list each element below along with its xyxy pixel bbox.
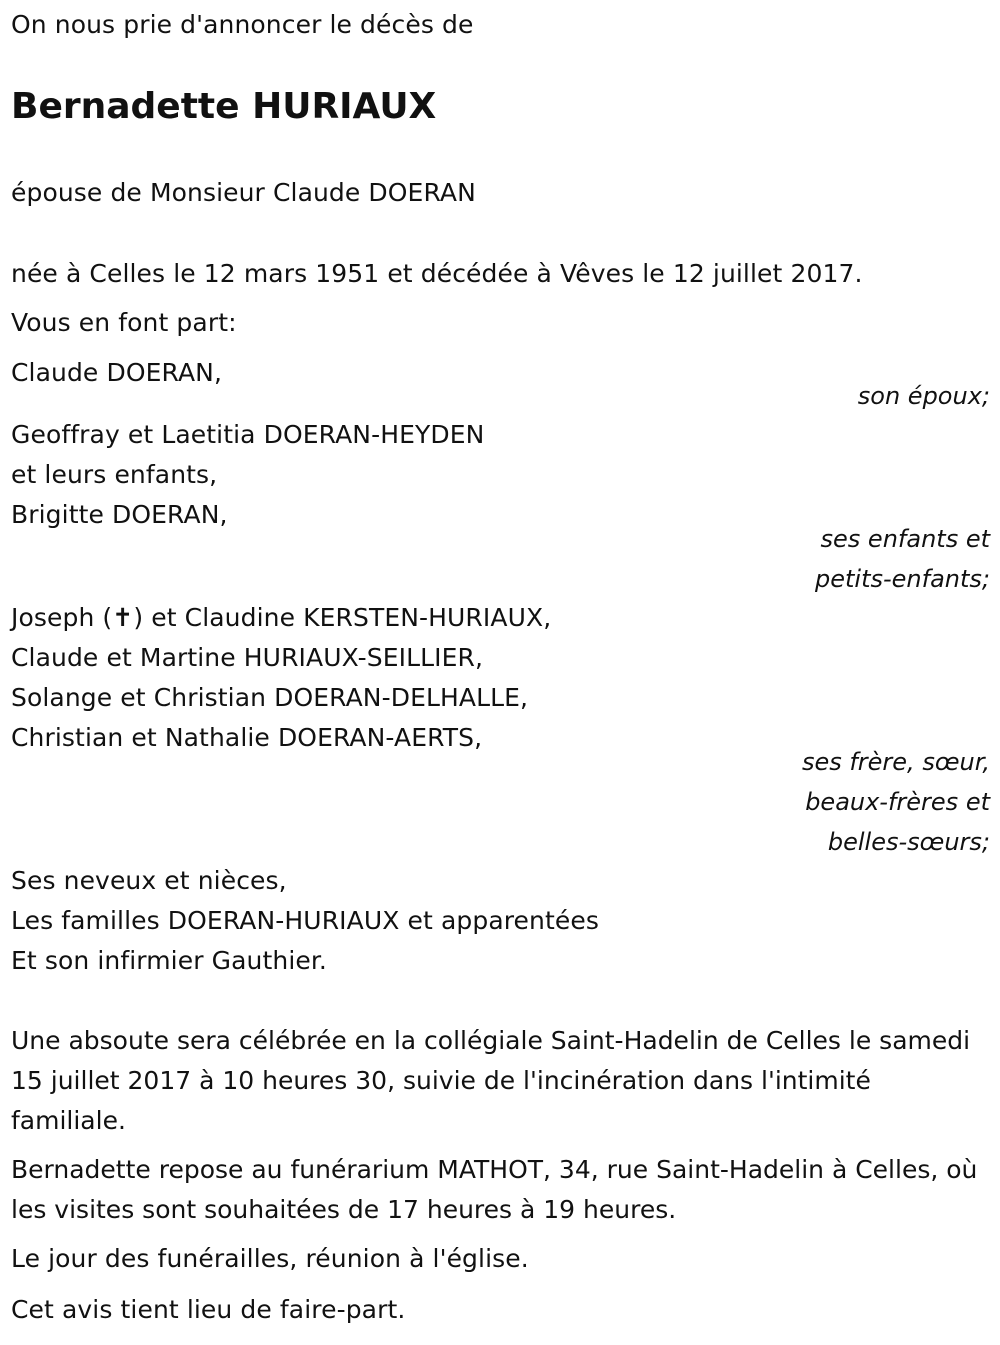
sibling-name-line: Claude et Martine HURIAUX-SEILLIER, [11,643,484,672]
children-role-line: ses enfants et [820,525,990,553]
notify-line: Vous en font part: [11,308,237,337]
meeting-line: Le jour des funérailles, réunion à l'église. [11,1244,529,1273]
siblings-role-line: belles-sœurs; [827,828,990,856]
spouse-name: Claude DOERAN, [11,358,222,387]
birth-death-line: née à Celles le 12 mars 1951 et décédée à Vêves le 12 juillet 2017. [11,259,863,288]
children-role-line: petits-enfants; [815,565,990,593]
spouse-role: son époux; [857,382,990,410]
child-name-line: Brigitte DOERAN, [11,500,228,529]
deceased-name: Bernadette HURIAUX [11,86,437,127]
siblings-role-line: beaux-frères et [805,788,990,816]
child-name-line: Geoffray et Laetitia DOERAN-HEYDEN [11,420,485,449]
funerarium-paragraph: Bernadette repose au funérarium MATHOT, 34, rue Saint-Hadelin à Celles, où les visites sont souhaitées de 17 heures à 19 heures. [11,1155,978,1224]
others-line: Ses neveux et nièces, [11,866,287,895]
intro-text: On nous prie d'annoncer le décès de [11,10,474,39]
siblings-role-line: ses frère, sœur, [801,748,990,776]
sibling-name-line: Solange et Christian DOERAN-DELHALLE, [11,683,529,712]
others-line: Et son infirmier Gauthier. [11,946,327,975]
ceremony-paragraph: Une absoute sera célébrée en la collégiale Saint-Hadelin de Celles le samedi 15 juillet 2017 à 10 heures 30, suivie de l'incinération dans l'intimité familiale. [11,1026,971,1135]
child-name-line: et leurs enfants, [11,460,218,489]
sibling-name-line: Christian et Nathalie DOERAN-AERTS, [11,723,483,752]
sibling-name-line: Joseph (✝) et Claudine KERSTEN-HURIAUX, [11,603,552,632]
spouse-line: épouse de Monsieur Claude DOERAN [11,178,476,207]
others-line: Les familles DOERAN-HURIAUX et apparentées [11,906,599,935]
closing-line: Cet avis tient lieu de faire-part. [11,1295,406,1324]
